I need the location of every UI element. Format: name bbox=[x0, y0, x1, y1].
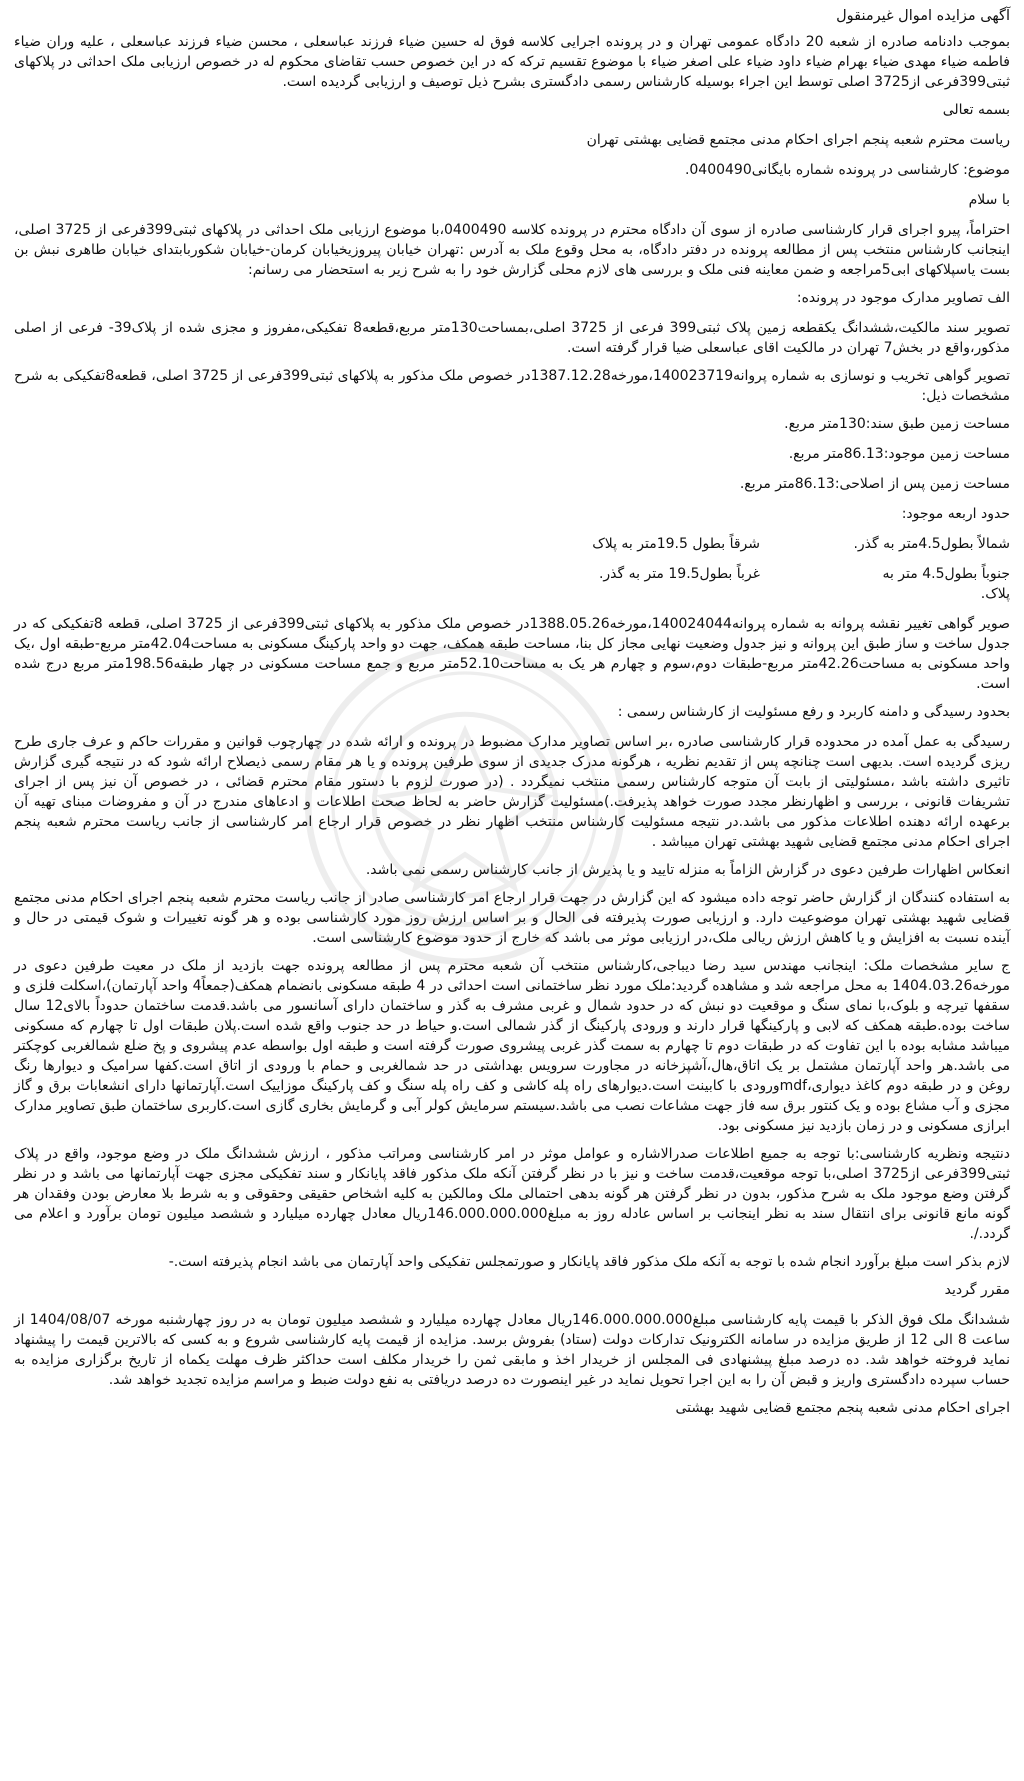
demolition-paragraph: تصویر گواهی تخریب و نوسازی به شماره پروانه140023719،مورخه1387.12.28در خصوص ملک مذکور به پلاکهای ثبتی399فرعی از 3725 اصلی، قطعه8تفکیکی به شرح مشخصات ذیل: bbox=[14, 368, 1010, 404]
permit-paragraph: صویر گواهی تغییر نقشه پروانه به شماره پروانه140024044،مورخه1388.05.26در خصوص ملک مذکور به پلاکهای ثبتی399فرعی از 3725 اصلی، قطعه 8تفکیکی که در جدول ساخت و ساز طبق این پروانه و نیز جدول وضعیت نهایی مجاز کل بنا، مساحت طبقه همکف، جهت دو واحد پارکینگ مسکونی به مساحت42.04متر مربع-طبقه اول ،یک واحد مسکونی به مساحت42.26متر مربع-طبقات دوم،سوم و چهارم هر یک به مساحت52.10متر مربع و جمع مساحت مسکونی در چهار طبقه198.56متر مربع درج شده است. bbox=[14, 616, 1011, 692]
decree-paragraph: ششدانگ ملک فوق الذکر با قیمت پایه کارشناسی مبلغ146.000.000.000ریال معادل چهارده میلیارد و ششصد میلیون تومان به در روز چهارشنبه مورخه 1404/08/07 از ساعت 8 الی 12 از طریق مزایده در سامانه الکترونیک تدارکات دولت (ستاد) بفروش برسد. مزایده از قیمت پایه کارشناسی شروع و به کسی که بالاترین قیمت را پیشنهاد نماید فروخته خواهد شد. ده درصد مبلغ پیشنهادی فی المجلس از خریدار اخذ و مابقی ثمن را خریدار مکلف است حداکثر ظرف مهلت یکماه از تاریخ برگزاری مزایده به حساب سپرده دادگستری واریز و قبض آن را به این اجرا تحویل نماید در غیر اینصورت ده درصد دریافتی به نفع دولت ضبط و مراسم مزایده تجدید خواهد شد. bbox=[14, 1312, 1011, 1388]
scope-paragraph: رسیدگی به عمل آمده در محدوده قرار کارشناسی صادره ،بر اساس تصاویر مدارک مضبوط در پرونده و ارائه شده در چهارچوب قوانین و مقررات حاکم و عرف جاری طرح ریزی گردیده است. بدیهی است چنانچه پس از تقدیم نظریه ، هرگونه مدرک جدیدی از سوی طرفین پرونده و یا هر مقام رسمی ذیصلاح ارائه شود که در نتیجه گیری گزارش تاثیری داشته باشد ،مسئولیتی از بابت آن متوجه کارشناس رسمی منتخب نمیگردد . (در صورت لزوم با دستور مقام محترم قضائی ، در خصوص آن نیز پس از اجرای تشریفات قانونی ، بررسی و اظهارنظر مجدد صورت خواهد پذیرفت.)مسئولیت گزارش حاضر به لحاظ صحت اطلاعات و ادعاهای مندرج در آن و مفروضات مبنای تهیه آن برعهده ارائه دهنده اطلاعات مذکور می باشد.در نتیجه مسئولیت کارشناس منتخب اظهار نظر در خصوص قرار ارجاع امر کارشناسی از جانب ریاست محترم شعبه پنجم اجرای احکام مدنی مجتمع قضایی شهید بهشتی تهران میباشد . bbox=[14, 734, 1010, 850]
usage-paragraph: به استفاده کنندگان از گزارش حاضر توجه داده میشود که این گزارش در جهت قرار ارجاع امر کارشناسی صادر از جانب ریاست محترم شعبه پنجم اجرای احکام مدنی مجتمع قضایی شهید بهشتی تهران موضوعیت دارد. و ارزیابی صورت پذیرفته فی الحال و بر اساس ارزش روز مورد کارشناسی بوده و هر گونه تغییرات و شوک قیمتی در حال و آینده نسبت به افزایش و یا کاهش ارزش ریالی ملک،در ارزیابی موثر می باشد که خارج از حدود موضوع کارشناسی است. bbox=[14, 890, 1010, 946]
basmala: بسمه تعالی bbox=[942, 102, 1010, 118]
greeting-line: با سلام bbox=[968, 192, 1010, 208]
subject-line: موضوع: کارشناسی در پرونده شماره بایگانی0400490. bbox=[684, 162, 1010, 178]
conclusion-paragraph: دنتیجه ونظریه کارشناسی:با توجه به جمیع اطلاعات صدرالاشاره و عوامل موثر در امر کارشناسی ومراتب مذکور ، ارزش ششدانگ ملک در وضع موجود، واقع در پلاک ثبتی399فرعی از3725 اصلی،با توجه موقعیت،قدمت ساخت و نیز با در نظر گرفتن آنکه ملک مذکور فاقد پایانکار و سند تفکیکی مجزی جهت آپارتمانها می باشد و در نظر گرفتن وضع موجود ملک به شرح مذکور، بدون در نظر گرفتن هر گونه بدهی احتمالی ملک ومالکین به کلیه اشخاص حقیقی وحقوقی و به شرط بلا معارض بودن وفقدان هر گونه مانع قانونی برای انتقال سند به نظر اینجانب بر اساس عادله روز به مبلغ146.000.000.000ریال معادل چهارده میلیارد و ششصد میلیون تومان برآورد و اعلام می گردد./. bbox=[14, 1146, 1010, 1242]
area-after-line: مساحت زمین پس از اصلاحی:86.13متر مربع. bbox=[739, 476, 1010, 492]
decree-heading: مقرر گردید bbox=[944, 1282, 1010, 1298]
reflection-paragraph: انعکاس اظهارات طرفین دعوی در گزارش الزاماً به منزله تایید و یا پذیرش از جانب کارشناس رسمی نمی باشد. bbox=[365, 862, 1010, 878]
scope-heading: بحدود رسیدگی و دامنه کاربرد و رفع مسئولیت از کارشناس رسمی : bbox=[617, 704, 1010, 720]
boundaries-row-2 bbox=[14, 564, 1010, 604]
notice-title: آگهی مزایده اموال غیرمنقول bbox=[836, 8, 1010, 24]
specs-paragraph: ج سایر مشخصات ملک: اینجانب مهندس سید رضا دیباجی،کارشناس منتخب آن شعبه محترم پس از مطالعه پرونده جهت بازدید از ملک در معیت طرفین دعوی در مورخه1404.03.26 به محل مراجعه شد و مشاهده گردید:ملک مورد نظر ساختمانی است احداثی در 4 طبقه مسکونی بانضمام همکف(جمعاً4 واحد آپارتمان)،اسکلت فلزی و سقفها تیرچه و بلوک،با نمای سنگ و موقعیت دو نبش که در حدود شمال و غربی مشرف به گذر و ساختمان دارای آسانسور می باشد.قدمت ساختمان حدوداً بالای12 سال ساخت بوده.طبقه همکف که لابی و پارکینگها قرار دارند و ورودی پارکینگ از گذر شمالی است.و حیاط در حد جنوب واقع شده است.پلان طبقات اول تا چهارم که مسکونی میباشد مشابه بوده با این تفاوت که در طبقات دوم تا چهارم به سمت گذر غربی پیشروی صورت گرفته است و طبقه اول بواسطه عدم پیشروی و پخ ضلع شمالغربی کوچکتر می باشد.هر واحد آپارتمان مشتمل بر یک اتاق،هال،آشپزخانه در مجاورت سرویس بهداشتی در حد شمالغربی و حمام با ورودی از اتاق است.کفها سرامیک و دیوارها رنگ روغن و در طبقه دوم کاغذ دیواری،mdfورودی با کابینت است.دیوارهای راه پله کاشی و کف راه پله سنگ و کف پارکینگ موزاییک است.آپارتمانها دارای انشعابات برق و گاز مجزی و آب مشاع بوده و یک کنتور برق سه فاز جهت مشاعات نصب می باشد.سیستم سرمایش کولر آبی و گرمایش بخاری گازی است.کاربری ساختمان طبق تصاویر مدارک ابرازی مسکونی و در زمان بازدید نیز مسکونی بود. bbox=[14, 958, 1011, 1134]
boundary-south: جنوباً بطول4.5 متر به پلاک. bbox=[882, 566, 1010, 602]
note-paragraph: لازم بذکر است مبلغ برآورد انجام شده با توجه به آنکه ملک مذکور فاقد پایانکار و صورتمجلس تفکیکی واحد آپارتمان می باشد انجام پذیرفته است.- bbox=[168, 1254, 1010, 1270]
boundary-north: شمالاً بطول4.5متر به گذر. bbox=[853, 536, 1010, 552]
intro-paragraph: بموجب دادنامه صادره از شعبه 20 دادگاه عمومی تهران و در پرونده اجرایی کلاسه فوق له حسین ضیاء فرزند عباسعلی ، محسن ضیاء فرزند عباسعلی ، علیه وران ضیاء فاطمه ضیاء مهدی ضیاء بهرام ضیاء داود ضیاء علی اصغر ضیاء با موضوع تقسیم ترکه که در این خصوص حسب تقاضای محکوم له در خصوص ارزیابی ملک احداثی در پلاکهای ثبتی399فرعی از3725 اصلی توسط این اجراء بوسیله کارشناس رسمی دادگستری بشرح ذیل توصیف و ارزیابی گردیده است. bbox=[14, 34, 1010, 90]
addressee-line: ریاست محترم شعبه پنجم اجرای احکام مدنی مجتمع قضایی بهشتی تهران bbox=[586, 132, 1010, 148]
boundary-east: شرقاً بطول 19.5متر به پلاک bbox=[592, 536, 760, 552]
deed-paragraph: تصویر سند مالکیت،ششدانگ یکقطعه زمین پلاک ثبتی399 فرعی از 3725 اصلی،بمساحت130متر مربع،قطعه8 تفکیکی،مفروز و مجزی شده از پلاک39- فرعی از اصلی مذکور،واقع در بخش7 تهران در مالکیت اقای عباسعلی ضیا قرار گرفته است. bbox=[14, 320, 1010, 356]
boundaries-heading: حدود اربعه موجود: bbox=[901, 506, 1010, 522]
boundaries-row-1 bbox=[14, 534, 1010, 554]
signature-line: اجرای احکام مدنی شعبه پنجم مجتمع قضایی شهید بهشتی bbox=[675, 1400, 1010, 1416]
opening-paragraph: احتراماً، پیرو اجرای قرار کارشناسی صادره از سوی آن دادگاه محترم در پرونده کلاسه 0400490،با موضوع ارزیابی ملک احداثی در پلاکهای ثبتی399فرعی از 3725 اصلی، اینجانب کارشناس منتخب پس از مطالعه پرونده در دفتر دادگاه، به محل وقوع ملک به آدرس :تهران خیابان پیروزیخیابان کرمان-خیابان شکوربابتدای خیابان طاهری نبش بن بست یاسپلاکهای ابی5مراجعه و ضمن معاینه فنی ملک و بررسی های لازم محلی گزارش خود را به شرح زیر به استحضار می رسانم: bbox=[14, 222, 1010, 278]
section-a-heading: الف تصاویر مدارک موجود در پرونده: bbox=[796, 290, 1010, 306]
area-existing-line: مساحت زمین موجود:86.13متر مربع. bbox=[788, 446, 1010, 462]
area-deed-line: مساحت زمین طبق سند:130متر مربع. bbox=[784, 416, 1010, 432]
boundary-west: غرباً بطول19.5 متر به گذر. bbox=[598, 566, 760, 582]
